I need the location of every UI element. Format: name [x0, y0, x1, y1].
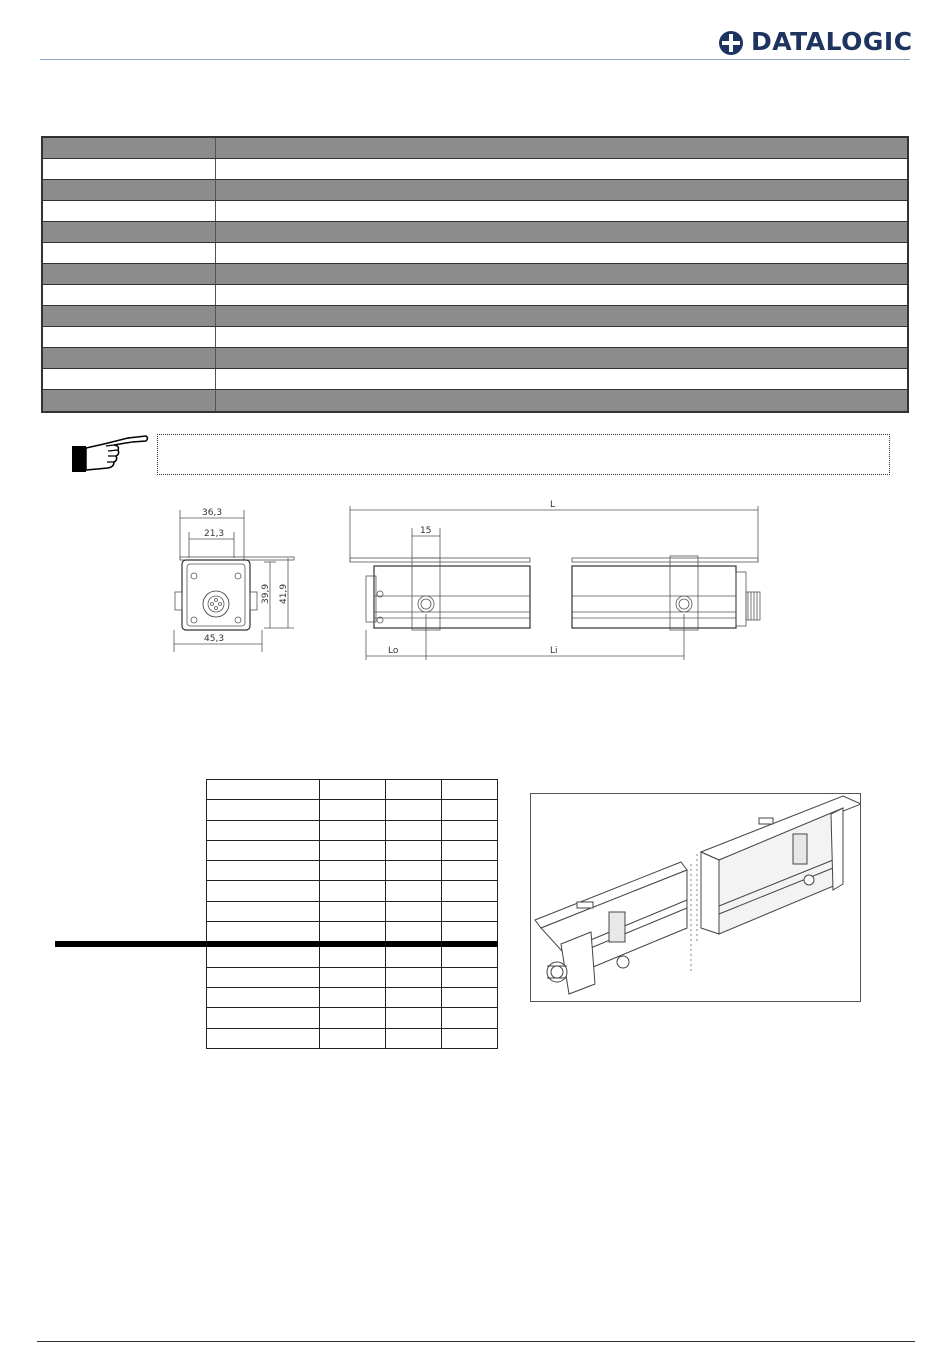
header-rule [40, 59, 910, 60]
table-cell [320, 861, 385, 881]
spec-value [216, 285, 907, 305]
logo-mark-icon [715, 26, 749, 58]
table-cell [441, 987, 497, 1007]
spec-key [43, 369, 216, 389]
table-row [207, 1008, 498, 1028]
table-row [207, 820, 498, 840]
table-cell [441, 820, 497, 840]
spec-row [43, 390, 907, 411]
spec-value [216, 390, 907, 411]
table-cell [441, 861, 497, 881]
table-cell [207, 1008, 320, 1028]
table-row [207, 780, 498, 800]
spec-key [43, 327, 216, 347]
spec-key [43, 390, 216, 411]
table-cell [320, 922, 385, 945]
table-cell [441, 1028, 497, 1048]
table-cell [385, 922, 441, 945]
spec-value [216, 348, 907, 368]
table-cell [207, 987, 320, 1007]
spec-key [43, 180, 216, 200]
spec-value [216, 369, 907, 389]
table-cell [441, 967, 497, 987]
dim-bracket: 15 [420, 526, 432, 536]
table-cell [207, 881, 320, 901]
table-cell [320, 881, 385, 901]
table-row [207, 800, 498, 820]
table-cell [441, 780, 497, 800]
table-row [207, 901, 498, 921]
spec-key [43, 138, 216, 158]
table-cell [207, 861, 320, 881]
spec-key [43, 159, 216, 179]
table-cell [320, 840, 385, 860]
table-cell [385, 901, 441, 921]
spec-row [43, 369, 907, 390]
table-cell [207, 922, 320, 945]
spec-key [43, 222, 216, 242]
table-row [207, 881, 498, 901]
table-cell [320, 1028, 385, 1048]
dim-offset: Lo [388, 646, 399, 656]
table-row [207, 861, 498, 881]
datalogic-logo [715, 26, 913, 58]
table-cell [441, 1008, 497, 1028]
spec-row [43, 306, 907, 327]
table-cell [385, 1008, 441, 1028]
table-cell [320, 967, 385, 987]
table-cell [320, 780, 385, 800]
spec-value [216, 243, 907, 263]
spec-row [43, 243, 907, 264]
spec-key [43, 264, 216, 284]
table-cell [320, 944, 385, 967]
spec-row [43, 138, 907, 159]
table-cell [441, 922, 497, 945]
spec-row [43, 222, 907, 243]
spec-row [43, 201, 907, 222]
footer-rule [37, 1341, 915, 1342]
dim-height-outer: 41,9 [279, 583, 289, 604]
spec-value [216, 201, 907, 221]
dim-top-width: 36,3 [202, 508, 223, 518]
table-cell [441, 840, 497, 860]
table-cell [385, 967, 441, 987]
table-cell [207, 780, 320, 800]
model-table [206, 779, 498, 1049]
table-cell [385, 881, 441, 901]
table-cell [320, 820, 385, 840]
table-cell [320, 987, 385, 1007]
table-cell [320, 901, 385, 921]
front-view-drawing [168, 496, 300, 662]
table-cell [441, 800, 497, 820]
table-cell [207, 1028, 320, 1048]
table-cell [385, 840, 441, 860]
table-row [207, 987, 498, 1007]
table-row [207, 1028, 498, 1048]
note-box [157, 434, 890, 475]
table-cell [385, 861, 441, 881]
table-cell [441, 901, 497, 921]
table-cell [207, 944, 320, 967]
spec-value [216, 180, 907, 200]
table-cell [385, 944, 441, 967]
dim-length: L [550, 500, 556, 510]
section-rule [55, 941, 207, 947]
table-cell [207, 901, 320, 921]
table-cell [207, 840, 320, 860]
table-cell [441, 944, 497, 967]
dim-inner-width: 21,3 [204, 529, 225, 539]
table-cell [385, 780, 441, 800]
spec-key [43, 285, 216, 305]
pointing-hand-icon [70, 432, 150, 474]
spec-key [43, 306, 216, 326]
table-row [207, 922, 498, 945]
spec-key [43, 201, 216, 221]
spec-row [43, 348, 907, 369]
side-view-drawing [340, 496, 780, 666]
spec-row [43, 180, 907, 201]
table-cell [385, 987, 441, 1007]
dim-height-inner: 39,9 [261, 583, 271, 604]
spec-row [43, 327, 907, 348]
table-cell [385, 800, 441, 820]
table-row [207, 967, 498, 987]
spec-key [43, 243, 216, 263]
table-cell [320, 800, 385, 820]
dim-interval: Li [550, 646, 558, 656]
spec-row [43, 264, 907, 285]
table-cell [207, 800, 320, 820]
table-cell [385, 820, 441, 840]
spec-value [216, 138, 907, 158]
spec-value [216, 327, 907, 347]
spec-row [43, 285, 907, 306]
dim-bottom-width: 45,3 [204, 634, 225, 644]
table-cell [441, 881, 497, 901]
spec-table [41, 136, 909, 413]
table-cell [385, 1028, 441, 1048]
spec-value [216, 159, 907, 179]
product-isometric-image [530, 793, 861, 1002]
table-row [207, 840, 498, 860]
spec-value [216, 222, 907, 242]
table-cell [320, 1008, 385, 1028]
logo-text: DATALOGIC [751, 27, 913, 56]
table-cell [207, 820, 320, 840]
spec-value [216, 306, 907, 326]
spec-key [43, 348, 216, 368]
table-cell [207, 967, 320, 987]
spec-row [43, 159, 907, 180]
table-row [207, 944, 498, 967]
spec-value [216, 264, 907, 284]
